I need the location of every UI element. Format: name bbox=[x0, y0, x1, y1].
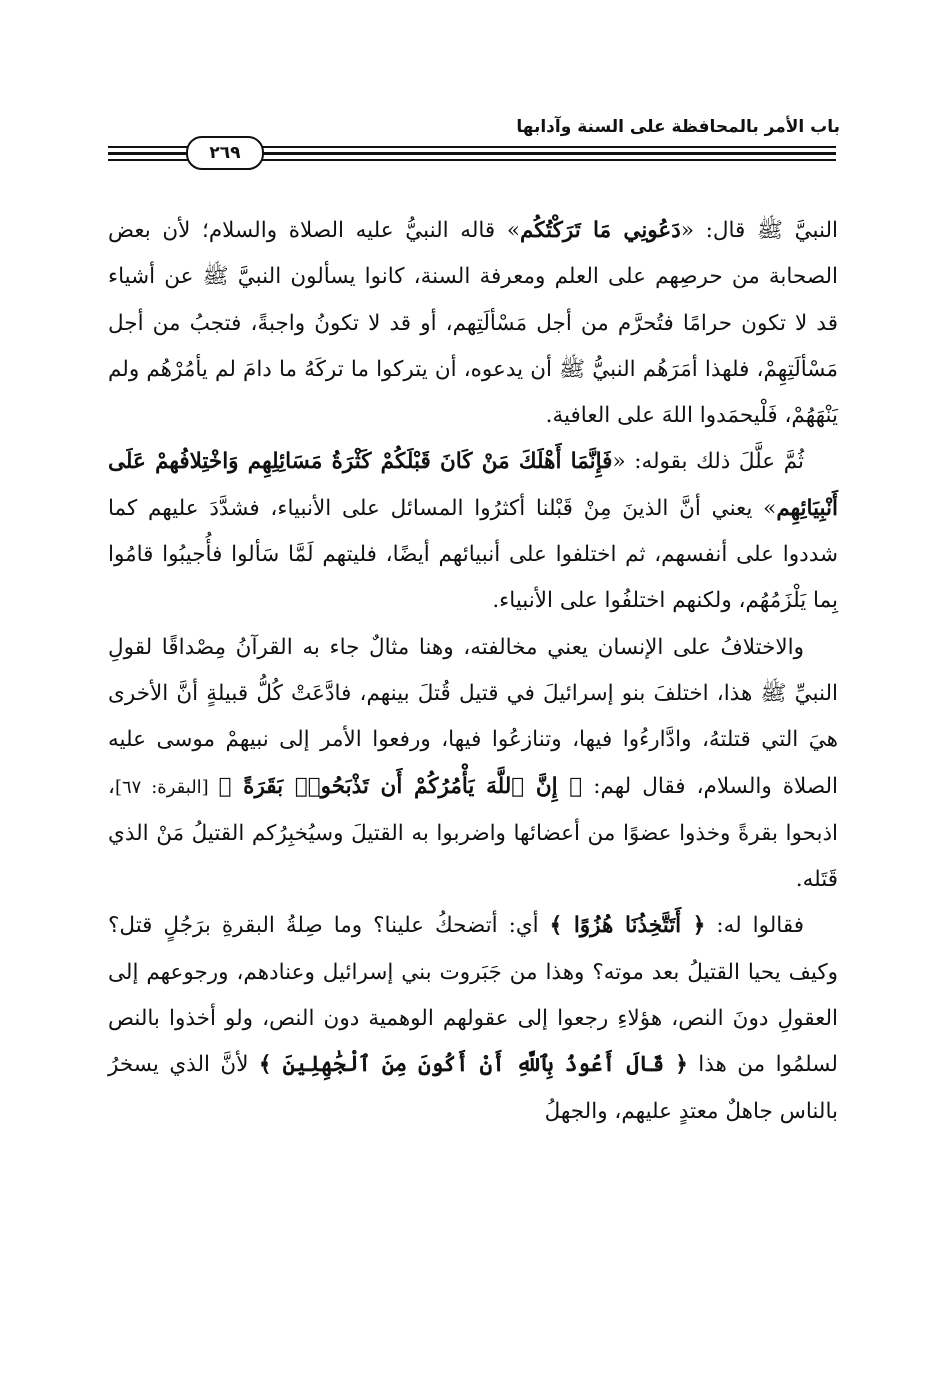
running-title: باب الأمر بالمحافظة على السنة وآدابها bbox=[516, 117, 840, 137]
verse-reference: [البقرة: ٦٧] bbox=[114, 776, 219, 798]
text-span: أي: أتضحكُ علينا؟ وما صِلةُ البقرةِ برَجُلٍ قتل؟ وكيف يحيا القتيلُ بعد موته؟ وهذا من جَبَروت بني إسرائيل وعنادهم، ورجوعهم إلى العقولِ دونَ النص، هؤلاءِ رجعوا إلى عقولهم الوهمية دون النص، ولو أخذوا بالنص لسلمُوا من هذا bbox=[108, 913, 838, 1078]
quran-verse: ﴿ أَتَتَّخِذُنَا هُزُوًا ﴾ bbox=[549, 913, 706, 939]
page-number: ٢٦٩ bbox=[186, 136, 264, 170]
hadith-quote: دَعُونِي مَا تَرَكْتُكُم bbox=[520, 218, 681, 243]
paragraph-2 bbox=[108, 439, 838, 624]
text-span: » يعني أنَّ الذينَ مِنْ قَبْلنا أكثرُوا المسائل على الأنبياء، فشدَّدَ عليهم كما شددوا على أنفسهم، ثم اختلفوا على أنبيائهم أيضًا، فليتهم لَمَّا سَألوا فأُجيبُوا قامُوا بِما يَلْزَمُهُم، ولكنهم اختلفُوا على الأنبياء. bbox=[108, 495, 838, 614]
text-span: ، اذبحوا بقرةً وخذوا عضوًا من أعضائها واضربوا به القتيلَ وسيُخبِرُكم القتيلُ مَنْ الذي قَتَله. bbox=[108, 773, 838, 893]
text-span: النبيَّ ﷺ قال: « bbox=[680, 218, 838, 243]
text-span: فقالوا له: bbox=[705, 913, 804, 939]
paragraph-4 bbox=[108, 903, 838, 1134]
quran-verse: ﴿ إِنَّ ٱللَّهَ يَأْمُرُكُمْ أَن تَذْبَحُوا۟ بَقَرَةً ﴾ bbox=[218, 773, 583, 799]
text-span: ثُمَّ علَّلَ ذلك بقوله: « bbox=[612, 449, 804, 475]
hadith-quote: فَإِنَّمَا أَهْلَكَ مَنْ كَانَ قَبْلَكُمْ كَثْرَةُ مَسَائِلِهِم وَاخْتِلافُهمْ عَلَى أَنْبِيَائِهِم bbox=[108, 449, 838, 521]
text-span: لأنَّ الذي يسخرُ بالناس جاهلٌ معتدٍ عليهم، والجهلُ bbox=[108, 1052, 838, 1124]
text-span: » قاله النبيُّ عليه الصلاة والسلام؛ لأن بعض الصحابة من حرصِهم على العلم ومعرفة السنة، كانوا يسألون النبيَّ ﷺ عن أشياء قد لا تكون حرامًا فتُحرَّم من أجل مَسْألَتِهم، أو قد لا تكونُ واجبةً، فتجبُ من أجل مَسْألَتِهِمْ، فلهذا أمَرَهُم النبيُّ ﷺ أن يدعوه، أن يتركوا ما تركَهُ ما دامَ لم يأمُرْهُم ولم يَنْهَهُمْ، فَلْيحمَدوا اللهَ على العافية. bbox=[108, 218, 838, 429]
paragraph-1 bbox=[108, 208, 838, 439]
quran-verse: ﴿ قَالَ أَعُوذُ بِٱللَّهِ أَنْ أَكُونَ مِنَ ٱلْجَٰهِلِينَ ﴾ bbox=[258, 1052, 688, 1078]
text-span: والاختلافُ على الإنسان يعني مخالفته، وهنا مثالٌ جاء به القرآنُ مِصْداقًا لقولِ النبيِّ ﷺ هذا، اختلفَ بنو إسرائيلَ في قتيل قُتلَ بينهم، فادَّعَتْ كُلُّ قبيلةٍ أنَّ الأخرى هيَ التي قتلتهُ، وادَّارءُوا فيها، وتنازعُوا فيها، ورفعوا الأمر إلى نبيهمْ موسى عليه الصلاة والسلام، فقال لهم: bbox=[108, 634, 839, 799]
paragraph-3 bbox=[108, 625, 838, 904]
body-text bbox=[108, 208, 838, 1135]
